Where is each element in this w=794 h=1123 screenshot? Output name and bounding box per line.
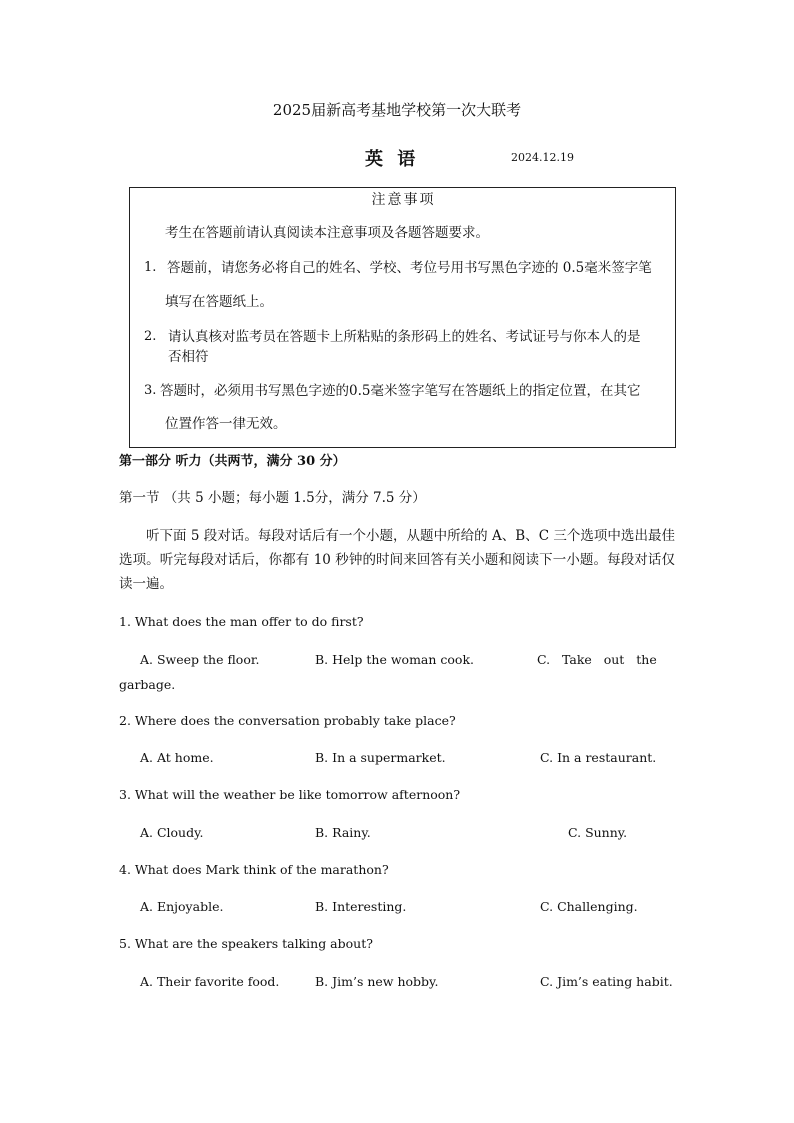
- exam-title: 2025届新高考基地学校第一次大联考: [272, 101, 522, 119]
- notice-item-1-line1: 答题前，请您务必将自己的姓名、学校、考位号用书写黑色字迹的 0.5毫米签字笔: [167, 260, 652, 276]
- question-3-option-b: B. Rainy.: [315, 825, 371, 840]
- exam-date: 2024.12.19: [511, 151, 574, 164]
- part1-heading: 第一部分 听力（共两节，满分 30 分）: [119, 454, 346, 469]
- notice-item-2-number: 2.: [144, 329, 157, 344]
- question-2-option-b: B. In a supermarket.: [315, 750, 446, 765]
- question-5-option-c: C. Jim’s eating habit.: [540, 974, 673, 989]
- notice-item-3-line1: 答题时，必须用书写黑色字迹的0.5毫米签字笔写在答题纸上的指定位置，在其它: [160, 383, 641, 399]
- question-1-option-b: B. Help the woman cook.: [315, 652, 475, 667]
- question-1-stem: 1. What does the man offer to do first?: [119, 614, 364, 629]
- question-2-stem: 2. Where does the conversation probably take place?: [119, 713, 456, 728]
- question-3-option-a: A. Cloudy.: [140, 825, 204, 840]
- question-3-stem: 3. What will the weather be like tomorrow afternoon?: [119, 787, 461, 802]
- question-2-option-c: C. In a restaurant.: [540, 750, 657, 765]
- question-5-option-b: B. Jim’s new hobby.: [315, 974, 439, 989]
- section1-heading: 第一节 （共 5 小题；每小题 1.5分，满分 7.5 分）: [119, 490, 426, 506]
- question-4-option-a: A. Enjoyable.: [140, 899, 224, 914]
- notice-item-3-number: 3.: [144, 383, 157, 398]
- notice-item-3-line2: 位置作答一律无效。: [165, 416, 287, 432]
- notice-item-2-line2: 否相符: [168, 349, 209, 365]
- listening-instructions: 听下面 5 段对话。每段对话后有一个小题，从题中所给的 A、B、C 三个选项中选出最佳 选项。听完每段对话后，你都有 10 秒钟的时间来回答有关小题和阅读下一小题。每段对话仅 读一遍。: [119, 528, 675, 592]
- question-1-option-c: C. Take out the: [537, 652, 657, 667]
- question-1-option-c-continued: garbage.: [119, 677, 176, 692]
- notice-item-2-line1: 请认真核对监考员在答题卡上所粘贴的条形码上的姓名、考试证号与你本人的是: [168, 329, 641, 345]
- notice-item-1-number: 1.: [144, 260, 157, 275]
- question-4-stem: 4. What does Mark think of the marathon?: [119, 862, 389, 877]
- question-4-option-b: B. Interesting.: [315, 899, 407, 914]
- question-1-option-a: A. Sweep the floor.: [140, 652, 260, 667]
- question-5-option-a: A. Their favorite food.: [140, 974, 280, 989]
- notice-item-1-line2: 填写在答题纸上。: [165, 294, 273, 310]
- notice-intro: 考生在答题前请认真阅读本注意事项及各题答题要求。: [165, 225, 489, 241]
- question-2-option-a: A. At home.: [140, 750, 214, 765]
- subject-title: 英 语: [365, 149, 420, 170]
- question-4-option-c: C. Challenging.: [540, 899, 638, 914]
- notice-title: 注意事项: [371, 192, 436, 208]
- question-3-option-c: C. Sunny.: [568, 825, 628, 840]
- question-5-stem: 5. What are the speakers talking about?: [119, 936, 373, 951]
- notice-box: [129, 187, 676, 448]
